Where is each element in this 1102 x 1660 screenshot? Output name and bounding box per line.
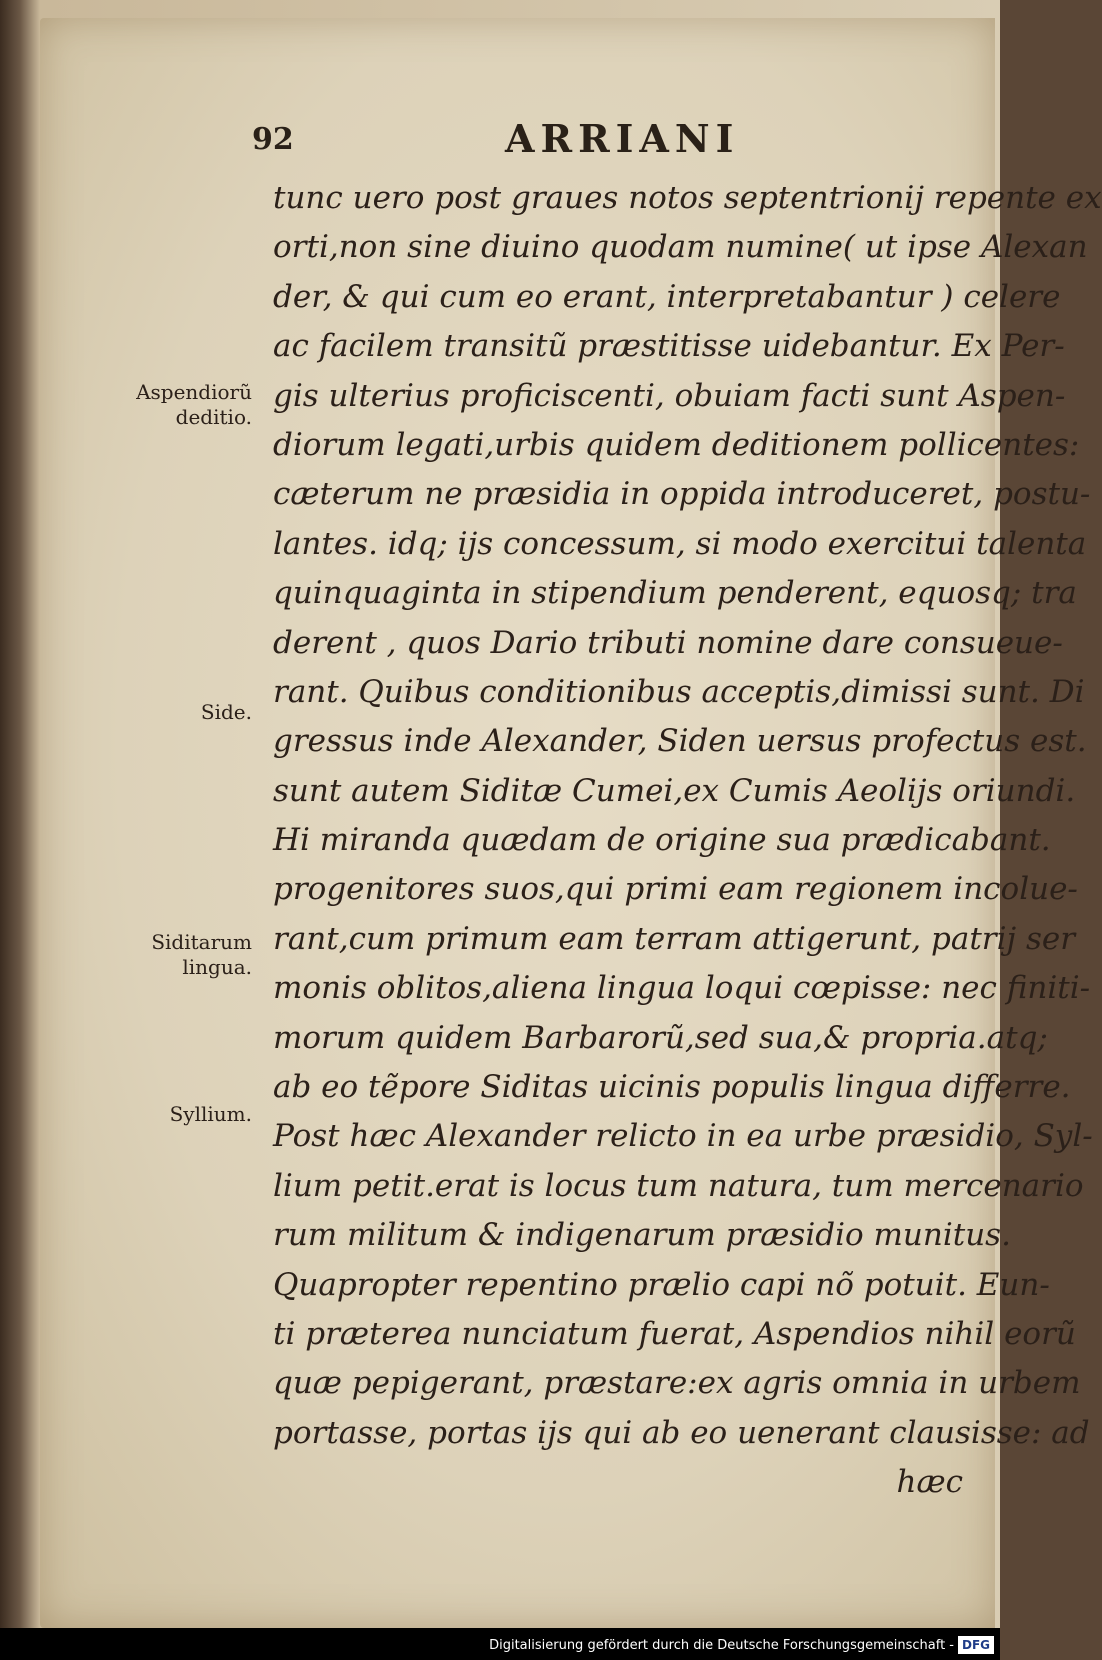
text-line: ab eo tẽpore Siditas uicinis populis lingua differre. — [273, 1069, 1071, 1106]
text-line: ti præterea nunciatum fuerat, Aspendios nihil eorũ — [273, 1315, 1076, 1352]
text-line: rant,cum primum eam terram attigerunt, patrij ser — [273, 920, 1076, 957]
text-line: orti,non sine diuino quodam numine( ut ipse Alexan — [273, 229, 1088, 266]
text-line: quinquaginta in stipendium penderent, equosq; tra — [273, 575, 1077, 612]
text-line: tunc uero post graues notos septentrionij repente ex — [273, 180, 1102, 216]
margin-note-syllium — [82, 1102, 252, 1127]
text-line: gis ulterius proficiscenti, obuiam facti sunt Aspen- — [273, 377, 1066, 414]
text-line: diorum legati,urbis quidem deditionem pollicentes: — [273, 426, 1080, 463]
text-line: Hi miranda quædam de origine sua prædicabant. — [273, 822, 1051, 859]
running-head: ARRIANI — [505, 116, 740, 161]
footer-credit: Digitalisierung gefördert durch die Deutsche Forschungsgemeinschaft - — [489, 1638, 954, 1653]
text-line: ac facilem transitũ præstitisse uidebantur. Ex Per- — [273, 328, 1065, 365]
dfg-logo-icon: DFG — [958, 1636, 994, 1654]
margin-note-line: lingua. — [182, 955, 252, 979]
margin-note-line: Side. — [200, 700, 252, 724]
margin-note-line: Aspendiorũ — [136, 380, 252, 404]
text-line: portasse, portas ijs qui ab eo uenerant clausisse: ad — [273, 1414, 1090, 1451]
text-line: monis oblitos,aliena lingua loqui cœpisse: nec finiti- — [273, 970, 1091, 1007]
text-line: lium petit.erat is locus tum natura, tum mercenario — [273, 1167, 1084, 1204]
page-number: 92 — [252, 122, 294, 157]
margin-note-line: Siditarum — [151, 930, 252, 954]
text-line: lantes. idq; ijs concessum, si modo exercitui talenta — [273, 525, 1087, 562]
text-line: rum militum & indigenarum præsidio munitus. — [273, 1217, 1011, 1254]
margin-note-siditarum — [82, 930, 252, 980]
catchword: hæc — [896, 1464, 963, 1501]
text-line: quæ pepigerant, præstare:ex agris omnia in urbem — [273, 1365, 1081, 1402]
margin-note-aspendiorum — [82, 380, 252, 430]
margin-note-side — [82, 700, 252, 725]
text-line: progenitores suos,qui primi eam regionem incolue- — [273, 871, 1078, 908]
text-line: Post hæc Alexander relicto in ea urbe præsidio, Syl- — [273, 1118, 1093, 1155]
text-line: gressus inde Alexander, Siden uersus profectus est. — [273, 723, 1087, 760]
margin-note-line: Syllium. — [169, 1102, 252, 1126]
text-line: sunt autem Siditæ Cumei,ex Cumis Aeolijs oriundi. — [273, 772, 1076, 809]
margin-note-line: deditio. — [175, 405, 252, 429]
text-line: morum quidem Barbarorũ,sed sua,& propria.atq; — [273, 1019, 1048, 1056]
footer-bar — [0, 1628, 1000, 1660]
main-text — [273, 174, 1102, 1508]
text-line: cæterum ne præsidia in oppida introduceret, postu- — [273, 476, 1091, 513]
text-line: derent , quos Dario tributi nomine dare consueue- — [273, 624, 1063, 661]
text-line: Quapropter repentino prælio capi nõ potuit. Eun- — [273, 1266, 1050, 1303]
text-line: rant. Quibus conditionibus acceptis,dimissi sunt. Di — [273, 673, 1085, 710]
text-line: der, & qui cum eo erant, interpretabantur ) celere — [273, 278, 1061, 315]
